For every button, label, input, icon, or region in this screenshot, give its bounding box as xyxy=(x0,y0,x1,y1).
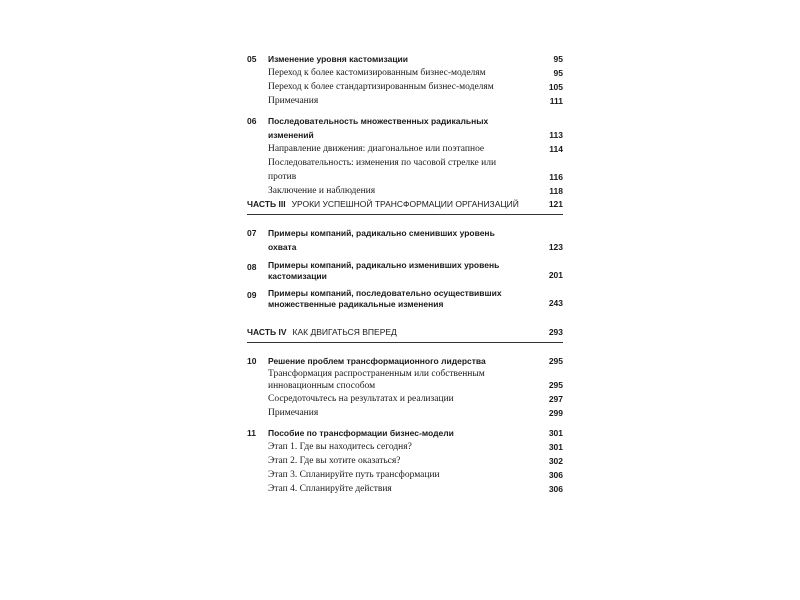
item-title: Этап 1. Где вы находитесь сегодня? xyxy=(268,442,412,452)
chapter-page: 295 xyxy=(548,356,563,366)
item-page: 105 xyxy=(548,82,563,92)
chapter-title: Последовательность множественных радикальных изменений xyxy=(268,116,489,140)
toc-block-part-3 xyxy=(247,226,563,310)
toc-item[interactable] xyxy=(247,454,563,468)
item-page: 111 xyxy=(549,96,563,106)
item-title: Этап 2. Где вы хотите оказаться? xyxy=(268,456,401,466)
chapter-number: 05 xyxy=(247,54,257,64)
chapter-title: Примеры компаний, радикально изменивших уровень кастомизации xyxy=(268,260,500,281)
toc-item[interactable] xyxy=(247,368,563,392)
item-page: 302 xyxy=(548,456,563,466)
chapter-title: Пособие по трансформации бизнес-модели xyxy=(268,428,454,438)
toc-item[interactable] xyxy=(247,156,563,184)
part-4-heading[interactable] xyxy=(247,326,563,338)
item-title: Последовательность: изменения по часовой стрелке или против xyxy=(268,158,497,182)
item-page: 118 xyxy=(549,186,563,196)
toc-block-part-4 xyxy=(247,354,563,496)
divider xyxy=(247,214,563,215)
part-label: ЧАСТЬ IV xyxy=(247,327,287,337)
chapter-page: 123 xyxy=(548,242,563,252)
toc-item[interactable] xyxy=(247,468,563,482)
toc-item[interactable] xyxy=(247,66,563,80)
toc-item[interactable] xyxy=(247,184,563,198)
toc-chapter-08[interactable] xyxy=(247,260,563,282)
item-page: 301 xyxy=(548,442,563,452)
toc-chapter-11[interactable] xyxy=(247,426,563,440)
chapter-page: 95 xyxy=(553,54,563,64)
part-page: 293 xyxy=(548,327,563,337)
item-page: 306 xyxy=(548,484,563,494)
item-page: 299 xyxy=(548,408,563,418)
item-title: Сосредоточьтесь на результатах и реализации xyxy=(268,394,454,404)
toc-item[interactable] xyxy=(247,392,563,406)
item-title: Переход к более кастомизированным бизнес-моделям xyxy=(268,68,486,78)
toc-item[interactable] xyxy=(247,94,563,108)
chapter-title: Примеры компаний, радикально сменивших уровень охвата xyxy=(268,228,495,252)
toc-item[interactable] xyxy=(247,80,563,94)
toc-chapter-09[interactable] xyxy=(247,288,563,310)
item-title: Трансформация распространенным или собственным инновационным способом xyxy=(268,369,485,391)
divider xyxy=(247,342,563,343)
chapter-number: 08 xyxy=(247,262,257,272)
item-title: Примечания xyxy=(268,408,319,418)
chapter-number: 10 xyxy=(247,356,257,366)
chapter-number: 11 xyxy=(247,428,256,438)
chapter-title: Решение проблем трансформационного лидерства xyxy=(268,356,486,366)
item-title: Этап 4. Спланируйте действия xyxy=(268,484,392,494)
item-title: Переход к более стандартизированным бизнес-моделям xyxy=(268,82,494,92)
part-page: 121 xyxy=(548,199,563,209)
item-page: 114 xyxy=(549,144,563,154)
item-page: 95 xyxy=(553,68,563,78)
item-title: Заключение и наблюдения xyxy=(268,186,376,196)
item-page: 297 xyxy=(548,394,563,404)
item-page: 306 xyxy=(548,470,563,480)
chapter-number: 06 xyxy=(247,116,257,126)
item-title: Этап 3. Спланируйте путь трансформации xyxy=(268,470,440,480)
chapter-page: 113 xyxy=(549,130,563,140)
chapter-title: Примеры компаний, последовательно осуществивших множественные радикальные изменения xyxy=(268,288,502,309)
toc-item[interactable] xyxy=(247,440,563,454)
toc-block-chapters-05-06 xyxy=(247,52,563,198)
toc-item[interactable] xyxy=(247,482,563,496)
chapter-number: 07 xyxy=(247,228,257,238)
part-label: ЧАСТЬ III xyxy=(247,199,286,209)
toc-item[interactable] xyxy=(247,406,563,420)
toc-chapter-10[interactable] xyxy=(247,354,563,368)
chapter-page: 201 xyxy=(548,270,563,280)
chapter-page: 243 xyxy=(548,298,563,308)
part-3-heading[interactable] xyxy=(247,198,563,210)
part-title: УРОКИ УСПЕШНОЙ ТРАНСФОРМАЦИИ ОРГАНИЗАЦИЙ xyxy=(291,199,519,209)
toc-chapter-07[interactable] xyxy=(247,226,563,254)
part-title: КАК ДВИГАТЬСЯ ВПЕРЕД xyxy=(292,327,397,337)
item-title: Направление движения: диагональное или поэтапное xyxy=(268,144,485,154)
item-page: 295 xyxy=(548,380,563,390)
chapter-title: Изменение уровня кастомизации xyxy=(268,54,408,64)
item-title: Примечания xyxy=(268,96,319,106)
item-page: 116 xyxy=(549,172,563,182)
chapter-number: 09 xyxy=(247,290,257,300)
chapter-page: 301 xyxy=(548,428,563,438)
toc-item[interactable] xyxy=(247,142,563,156)
toc-chapter-06[interactable] xyxy=(247,114,563,142)
toc-chapter-05[interactable] xyxy=(247,52,563,66)
